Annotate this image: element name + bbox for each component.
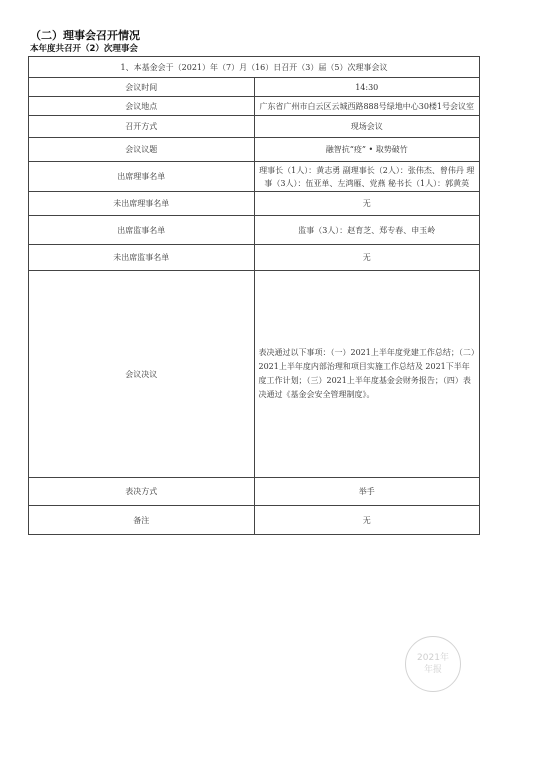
- table-row: [29, 78, 480, 97]
- attending-supervisors-value: 监事（3人）：赵育芝、郑专春、申玉岭: [254, 216, 480, 245]
- absent-directors-label: 未出席理事名单: [29, 192, 255, 216]
- absent-supervisors-value: 无: [254, 245, 480, 271]
- meeting-mode-value: 现场会议: [254, 116, 480, 138]
- voting-method-label: 表决方式: [29, 478, 255, 506]
- board-meeting-table: [28, 56, 480, 535]
- stamp-label: 年报: [423, 665, 442, 675]
- section-subheading: 本年度共召开（2）次理事会: [30, 44, 138, 54]
- table-row: [29, 271, 480, 478]
- attending-supervisors-label: 出席监事名单: [29, 216, 255, 245]
- annual-report-stamp: [405, 636, 461, 692]
- attending-directors-value: 理事长（1人）：黄志勇 副理事长（2人）：张伟杰、曾伟丹 理事（3人）：伍亚单、左鸿雁、党燕 秘书长（1人）：郭黄英: [254, 162, 480, 192]
- table-row: [29, 162, 480, 192]
- table-title-row: [29, 57, 480, 78]
- attending-directors-label: 出席理事名单: [29, 162, 255, 192]
- meeting-topic-value: 融智抗“疫” • 取势破竹: [254, 138, 480, 162]
- stamp-year: 2021年: [417, 653, 449, 663]
- meeting-time-value: 14:30: [254, 78, 480, 97]
- meeting-location-label: 会议地点: [29, 97, 255, 116]
- resolutions-label: 会议决议: [29, 271, 255, 478]
- table-row: [29, 506, 480, 535]
- meeting-location-value: 广东省广州市白云区云城西路888号绿地中心30楼1号会议室: [254, 97, 480, 116]
- section-heading: （二）理事会召开情况: [30, 29, 140, 42]
- remarks-label: 备注: [29, 506, 255, 535]
- remarks-value: 无: [254, 506, 480, 535]
- resolutions-value: 表决通过以下事项：（一）2021上半年度党建工作总结；（二）2021上半年度内部治理和项目实施工作总结及 2021下半年度工作计划；（三）2021上半年度基金会财务报告；（四）表决通过《基金会安全管理制度》。: [254, 271, 480, 478]
- table-row: [29, 245, 480, 271]
- absent-directors-value: 无: [254, 192, 480, 216]
- voting-method-value: 举手: [254, 478, 480, 506]
- table-row: [29, 116, 480, 138]
- absent-supervisors-label: 未出席监事名单: [29, 245, 255, 271]
- table-row: [29, 138, 480, 162]
- table-row: [29, 216, 480, 245]
- table-title: 1、本基金会于（2021）年（7）月（16）日召开（3）届（5）次理事会议: [29, 57, 480, 78]
- meeting-time-label: 会议时间: [29, 78, 255, 97]
- meeting-topic-label: 会议议题: [29, 138, 255, 162]
- table-row: [29, 478, 480, 506]
- table-row: [29, 192, 480, 216]
- table-row: [29, 97, 480, 116]
- meeting-mode-label: 召开方式: [29, 116, 255, 138]
